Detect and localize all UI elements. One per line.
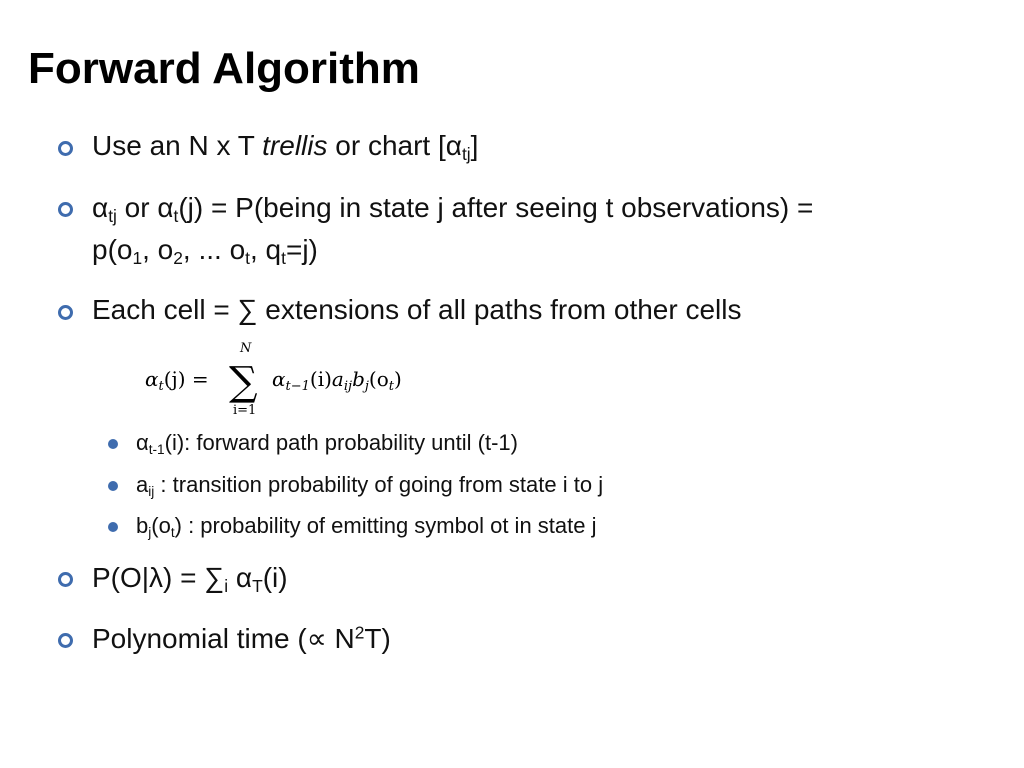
slide-title: Forward Algorithm (28, 44, 420, 93)
bullet-circle-icon (58, 572, 73, 587)
bullet-each-cell: Each cell = ∑ extensions of all paths from other cells (92, 294, 742, 325)
svg-text:αt−1(i)aijbj(ot): $\alpha_{t-1}(i)a_{ij}b_j(o_t)$ (272, 367, 402, 394)
sub-bullet-transition: $a_{ij}$ : transition probability of going from state i to j (136, 472, 604, 500)
svg-text:N: N (240, 341, 252, 356)
bullet-circle-icon (58, 141, 73, 156)
bullet-alpha-definition-line2: $p(o_1$, $o_2$, ... $o_t$, $q_t=j$) (92, 234, 318, 269)
bullet-trellis: Use an N x T trellis or chart $[\alpha_{tj}]$ (92, 130, 479, 165)
forward-recursion-formula (143, 340, 443, 425)
svg-text:∑: ∑ (229, 359, 258, 405)
svg-text:αt(j) =: $\alpha_t(j)$ = (145, 367, 209, 394)
bullet-circle-icon (58, 305, 73, 320)
bullet-circle-icon (58, 633, 73, 648)
bullet-alpha-definition: $\alpha_{tj}$ or $\alpha_t(j)$ = P(being in state j after seeing t observations) = (92, 192, 814, 227)
bullet-observation-probability: $P(O|\lambda) = \sum_i$ $\alpha_T(i)$ (92, 562, 288, 597)
sub-bullet-dot-icon (108, 522, 118, 532)
svg-text:i=1: i=1 (233, 403, 257, 418)
sub-bullet-dot-icon (108, 439, 118, 449)
bullet-polynomial-time: Polynomial time (∝ $N^2T$) (92, 622, 391, 654)
bullet-circle-icon (58, 202, 73, 217)
sub-bullet-alpha: $\alpha_{t-1}(i)$: forward path probability until (t-1) (136, 430, 518, 458)
sub-bullet-dot-icon (108, 481, 118, 491)
sub-bullet-emission: $b_j(o_t)$ : probability of emitting symbol ot in state j (136, 513, 597, 541)
